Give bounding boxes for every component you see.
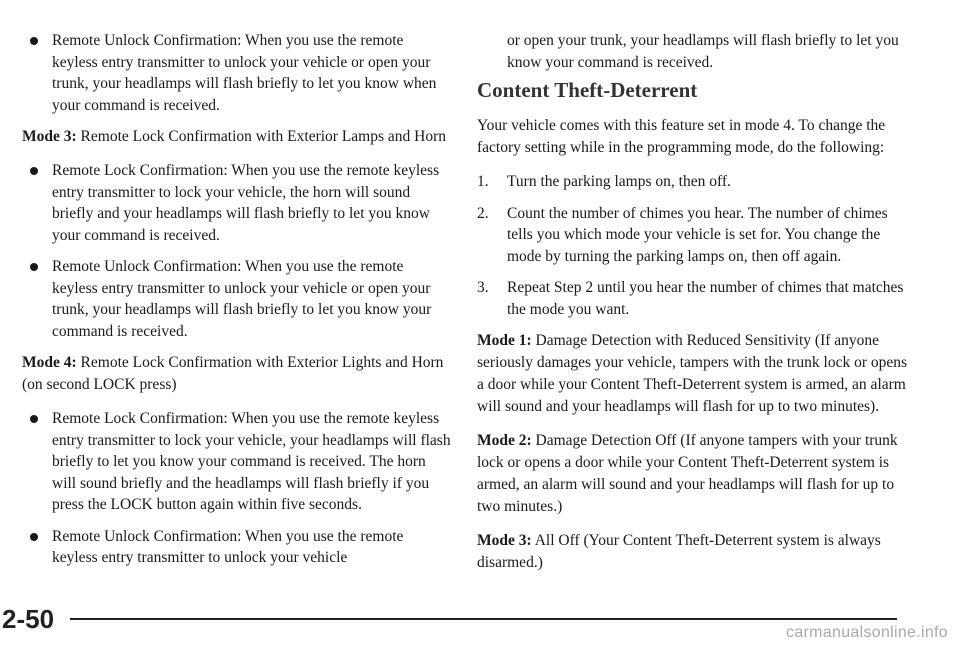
bullet-dot-icon (30, 37, 38, 45)
step-1 (477, 171, 917, 193)
bullet-dot-icon (30, 533, 38, 541)
mode-1-paragraph (477, 330, 917, 418)
right-column (477, 30, 917, 586)
continued-bullet-text: or open your trunk, your headlamps will flash briefly to let you know your command is received. (507, 32, 899, 71)
bullet-remote-lock-1 (22, 160, 452, 246)
bullet-text: Remote Unlock Confirmation: When you use the remote keyless entry transmitter to unlock your vehicle (52, 527, 404, 566)
step-text: Count the number of chimes you hear. The number of chimes tells you which mode your vehicle is set for. You change the mode by turning the parking lamps on, then off again. (507, 204, 888, 265)
bullet-text: Remote Lock Confirmation: When you use the remote keyless entry transmitter to lock your vehicle, your headlamps will flash briefly to let you know your command is received. The horn will sound briefly and the headlamps will flash briefly if you press the LOCK button again within five seconds. (52, 410, 451, 513)
bullet-remote-unlock-1 (22, 30, 452, 116)
mode-text: Damage Detection with Reduced Sensitivity (If anyone seriously damages your vehicle, tampers with the trunk lock or opens a door while your Content Theft-Deterrent system is armed, an alarm will sound and your headlamps will flash for up to two minutes). (477, 332, 908, 415)
bullet-dot-icon (30, 263, 38, 271)
mode-text: Damage Detection Off (If anyone tampers with your trunk lock or opens a door while your Content Theft-Deterrent system is armed, an alarm will sound and your headlamps will flash for up to two minutes.) (477, 432, 898, 515)
mode-2-paragraph (477, 430, 917, 518)
footer-rule (70, 618, 897, 620)
page-number: 2-50 (2, 604, 55, 634)
bullet-dot-icon (30, 415, 38, 423)
bullet-text: Remote Unlock Confirmation: When you use the remote keyless entry transmitter to unlock your vehicle or open your trunk, your headlamps will flash briefly to let you know your command is received. (52, 258, 432, 340)
mode-text: All Off (Your Content Theft-Deterrent system is always disarmed.) (477, 532, 881, 571)
bullet-text: Remote Lock Confirmation: When you use the remote keyless entry transmitter to lock your vehicle, the horn will sound briefly and your headlamps will flash briefly to let you know your command is received. (52, 162, 440, 244)
mode-text: Remote Lock Confirmation with Exterior Lights and Horn (on second LOCK press) (22, 354, 444, 393)
mode-4-paragraph (22, 352, 452, 396)
page-footer (0, 592, 960, 646)
step-2 (477, 203, 917, 268)
bullet-remote-unlock-3 (22, 526, 452, 569)
mode-label: Mode 3: (22, 128, 77, 145)
step-text: Turn the parking lamps on, then off. (507, 173, 731, 190)
step-number: 2. (477, 204, 489, 222)
section-heading: Content Theft-Deterrent (477, 78, 698, 102)
step-number: 3. (477, 279, 489, 296)
watermark: carmanualsonline.info (786, 624, 948, 641)
bullet-text: Remote Unlock Confirmation: When you use the remote keyless entry transmitter to unlock your vehicle or open your trunk, your headlamps will flash briefly to let you know when your command is received. (52, 32, 437, 114)
bullet-remote-lock-2 (22, 408, 452, 516)
step-text: Repeat Step 2 until you hear the number of chimes that matches the mode you want. (507, 279, 904, 318)
intro-paragraph: Your vehicle comes with this feature set in mode 4. To change the factory setting while in the programming mode, do the following: (477, 117, 886, 156)
step-3 (477, 277, 917, 320)
mode-text: Remote Lock Confirmation with Exterior Lamps and Horn (80, 128, 447, 145)
mode-label: Mode 1: (477, 332, 532, 349)
mode-3-paragraph (22, 126, 452, 148)
mode-3-off-paragraph (477, 530, 917, 574)
mode-label: Mode 2: (477, 432, 532, 449)
left-column (22, 30, 452, 579)
step-number: 1. (477, 173, 489, 190)
bullet-remote-unlock-2 (22, 256, 452, 342)
mode-label: Mode 4: (22, 354, 77, 371)
bullet-dot-icon (30, 167, 38, 175)
mode-label: Mode 3: (477, 532, 532, 549)
